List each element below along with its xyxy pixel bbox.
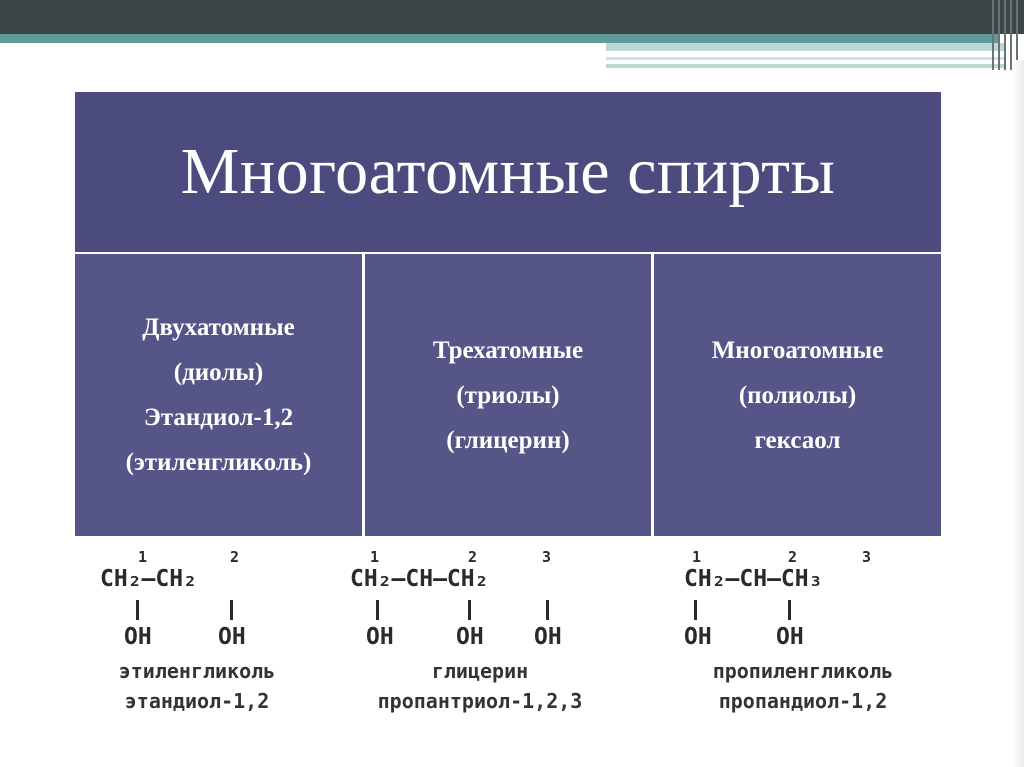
carbon-number: 1 [692, 548, 702, 566]
hydroxyl-group: OH [218, 624, 246, 650]
decorative-teal-line [0, 34, 1000, 43]
hydroxyl-group: OH [534, 624, 562, 650]
compound-names-propylene-glycol [668, 656, 938, 716]
bond-line [468, 600, 471, 620]
carbon-chain: CH₂—CH₂ [100, 566, 197, 592]
cell-line: гексаол [754, 426, 841, 454]
decorative-pale-line [606, 43, 1006, 51]
cell-line: (полиолы) [738, 381, 857, 409]
cell-line: Многоатомные [711, 336, 884, 364]
category-cell-triols [365, 254, 651, 536]
compound-name: пропиленгликоль [712, 659, 894, 683]
cell-line: Трехатомные [432, 336, 584, 364]
hydroxyl-group: OH [366, 624, 394, 650]
slide-title: Многоатомные спирты [180, 135, 836, 208]
hydroxyl-group: OH [684, 624, 712, 650]
category-cell-polyols [654, 254, 941, 536]
bond-line [694, 600, 697, 620]
hydroxyl-group: OH [124, 624, 152, 650]
formula-propylene-glycol [684, 548, 872, 656]
carbon-number: 3 [542, 548, 552, 566]
cell-line: (этиленгликоль) [125, 449, 312, 476]
carbon-chain: CH₂—CH—CH₂ [350, 566, 489, 592]
hydroxyl-group: OH [456, 624, 484, 650]
bond-line [230, 600, 233, 620]
bond-line [546, 600, 549, 620]
cell-line: (глицерин) [446, 426, 570, 454]
formula-ethylene-glycol [100, 548, 246, 656]
compound-systematic-name: пропантриол-1,2,3 [377, 689, 583, 713]
carbon-number: 2 [788, 548, 798, 566]
compound-systematic-name: пропандиол-1,2 [718, 689, 888, 713]
carbon-number: 2 [468, 548, 478, 566]
bond-line [788, 600, 791, 620]
carbon-number: 3 [862, 548, 872, 566]
slide-edge-shadow [1012, 60, 1024, 767]
slide-top-bar [0, 0, 1024, 34]
cell-line: (диолы) [173, 359, 264, 386]
carbon-number: 1 [370, 548, 380, 566]
title-box [75, 92, 941, 252]
compound-systematic-name: этандиол-1,2 [124, 689, 270, 713]
category-cell-diols [75, 254, 362, 536]
cell-line: (триолы) [456, 381, 560, 409]
bond-line [376, 600, 379, 620]
bond-line [136, 600, 139, 620]
decorative-pale-line [606, 64, 1006, 68]
compound-name: глицерин [431, 659, 529, 683]
hydroxyl-group: OH [776, 624, 804, 650]
cell-line: Двухатомные [142, 314, 295, 341]
carbon-chain: CH₂—CH—CH₃ [684, 566, 823, 592]
decorative-pale-line [606, 57, 1006, 60]
compound-names-ethylene-glycol [82, 656, 312, 716]
carbon-number: 1 [138, 548, 148, 566]
compound-names-glycerol [330, 656, 630, 716]
compound-name: этиленгликоль [118, 659, 276, 683]
formula-glycerol [350, 548, 562, 656]
cell-line: Этандиол-1,2 [143, 404, 294, 431]
carbon-number: 2 [230, 548, 240, 566]
